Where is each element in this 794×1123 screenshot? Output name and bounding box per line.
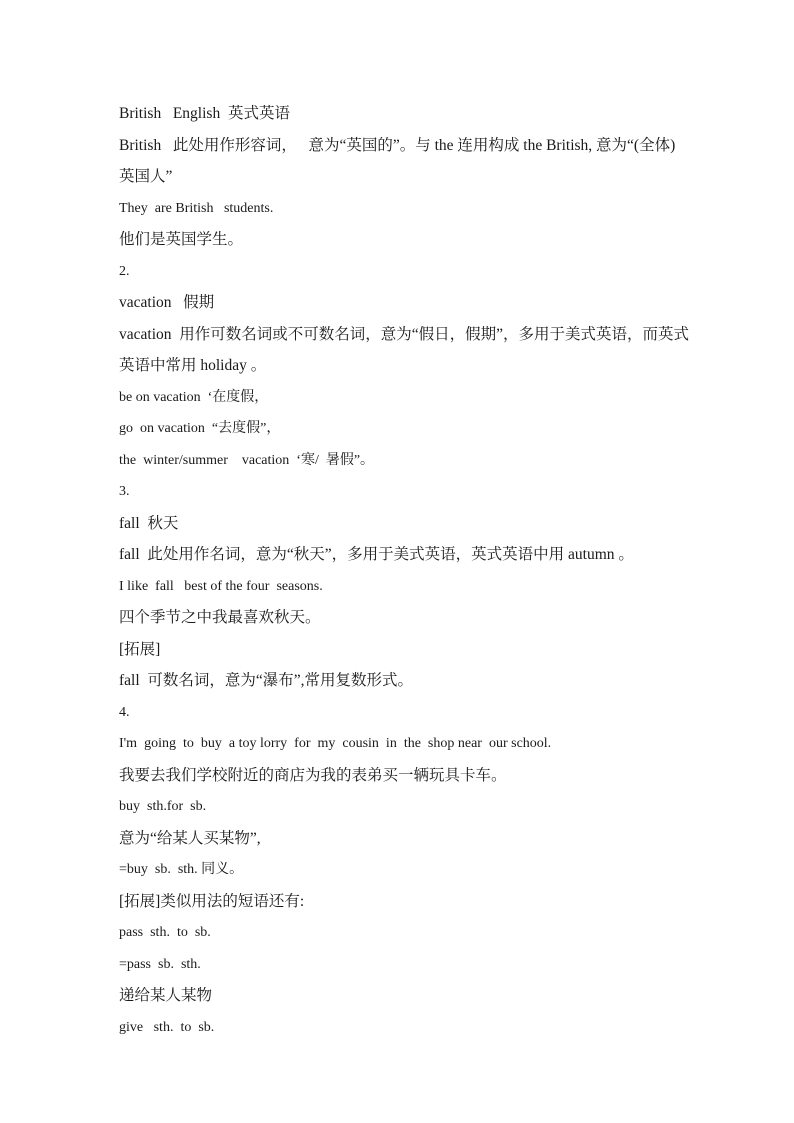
example-sentence-fall: I like fall best of the four seasons. [119, 578, 323, 594]
section-number-4: 4. [119, 704, 130, 720]
phrase-give-sth-to-sb: give sth. to sb. [119, 1019, 215, 1035]
meaning-buy-for: 意为“给某人买某物”, [119, 829, 261, 847]
example-sentence-lorry: I'm going to buy a toy lorry for my cousin in the shop near our school. [119, 736, 552, 751]
paragraph-vacation-definition: vacation 用作可数名词或不可数名词，意为“假日，假期”，多用于美式英语，而英式英语中常用 holiday 。 [119, 325, 690, 374]
paragraph-british-definition: British 此处用作形容词， 意为“英国的”。与 the 连用构成 the British, 意为“(全体)英国人” [119, 136, 676, 185]
paragraph-fall-waterfall: fall 可数名词，意为“瀑布”,常用复数形式。 [119, 672, 414, 689]
meaning-pass: 递给某人某物 [119, 987, 213, 1004]
phrase-be-on-vacation: be on vacation ‘在度假， [119, 389, 269, 405]
paragraph-fall-definition: fall 此处用作名词，意为“秋天”，多用于美式英语，英式英语中用 autumn 。 [119, 546, 634, 563]
phrase-buy-sth-for-sb: buy sth.for sb. [119, 799, 207, 814]
translation-british: 他们是英国学生。 [119, 231, 244, 248]
phrase-pass-sb-sth: =pass sb. sth. [119, 956, 201, 972]
document-body [119, 98, 689, 1043]
phrase-go-on-vacation: go on vacation “去度假”， [119, 421, 281, 436]
extension-label-fall: [拓展] [119, 640, 161, 658]
extension-label-similar-phrases: [拓展]类似用法的短语还有: [119, 892, 305, 910]
phrase-buy-sb-sth: =buy sb. sth. 同义。 [119, 862, 244, 877]
section-number-2: 2. [119, 263, 130, 279]
phrase-winter-summer-vacation: the winter/summer vacation ‘寒/ 暑假”。 [119, 452, 375, 468]
section-number-3: 3. [119, 484, 130, 499]
phrase-pass-sth-to-sb: pass sth. to sb. [119, 925, 211, 940]
translation-lorry: 我要去我们学校附近的商店为我的表弟买一辆玩具卡车。 [119, 766, 507, 784]
translation-fall: 四个季节之中我最喜欢秋天。 [119, 609, 321, 626]
example-sentence-british: They are British students. [119, 200, 274, 216]
heading-fall: fall 秋天 [119, 514, 179, 532]
heading-british-english: British English 英式英语 [119, 105, 290, 122]
heading-vacation: vacation 假期 [119, 294, 215, 311]
